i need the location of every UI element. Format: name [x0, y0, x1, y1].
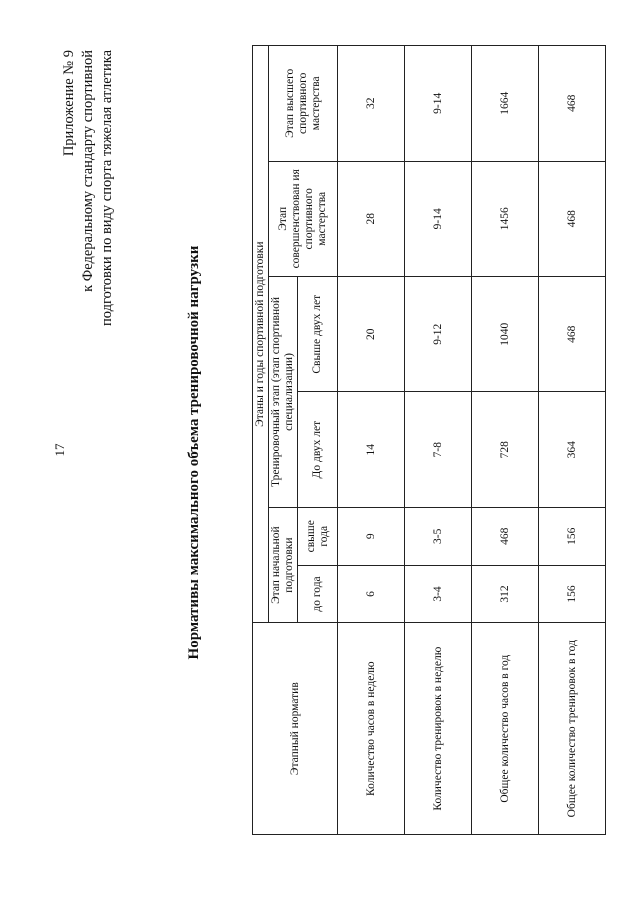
document-title: Нормативы максимального объема тренировочной нагрузки: [186, 245, 202, 660]
row-label: Общее количество тренировок в год: [539, 623, 606, 835]
table-cell: 364: [539, 392, 606, 507]
sub-header-initial-2: свыше года: [298, 507, 338, 565]
table-cell: 468: [539, 46, 606, 162]
table-cell: 7-8: [405, 392, 472, 507]
table-cell: 1456: [472, 161, 539, 276]
table-cell: 1664: [472, 46, 539, 162]
table-cell: 9: [338, 507, 405, 565]
sub-header-training-1: До двух лет: [298, 392, 338, 507]
table-cell: 3-4: [405, 565, 472, 623]
table-cell: 9-12: [405, 277, 472, 392]
group-header: Этаны и годы спортивной подготовки: [253, 46, 269, 623]
stage-training-header: Тренировочный этап (этап спортивной специализации): [269, 277, 298, 508]
stage-initial-header: Этап начальной подготовки: [269, 507, 298, 622]
table-cell: 156: [539, 507, 606, 565]
appendix-block: [60, 50, 117, 326]
table-row: [539, 46, 606, 835]
corner-header: Этапный норматив: [253, 623, 338, 835]
table-cell: 6: [338, 565, 405, 623]
table-cell: 9-14: [405, 161, 472, 276]
norms-table: [252, 45, 606, 835]
table-row: [472, 46, 539, 835]
sub-header-initial-1: до года: [298, 565, 338, 623]
row-label: Общее количество часов в год: [472, 623, 539, 835]
table-cell: 28: [338, 161, 405, 276]
appendix-line-3: подготовки по виду спорта тяжелая атлетика: [99, 50, 115, 326]
row-label: Количество тренировок в неделю: [405, 623, 472, 835]
table-cell: 468: [539, 161, 606, 276]
table-row: [338, 46, 405, 835]
table-cell: 156: [539, 565, 606, 623]
table-cell: 9-14: [405, 46, 472, 162]
table-cell: 20: [338, 277, 405, 392]
table-cell: 312: [472, 565, 539, 623]
header-row-1: [253, 46, 269, 835]
appendix-line-1: Приложение № 9: [61, 50, 77, 157]
appendix-line-2: к Федеральному стандарту спортивной: [80, 50, 96, 292]
table-cell: 1040: [472, 277, 539, 392]
stage-higher-header: Этап высшего спортивного мастерства: [269, 46, 338, 162]
table-cell: 468: [539, 277, 606, 392]
table-cell: 14: [338, 392, 405, 507]
sub-header-training-2: Свыше двух лет: [298, 277, 338, 392]
table-row: [405, 46, 472, 835]
stage-perfection-header: Этап совершенствован ия спортивного мастерства: [269, 161, 338, 276]
row-label: Количество часов в неделю: [338, 623, 405, 835]
page-number: 17: [52, 443, 67, 457]
table-cell: 728: [472, 392, 539, 507]
table-cell: 3-5: [405, 507, 472, 565]
table-cell: 32: [338, 46, 405, 162]
table-cell: 468: [472, 507, 539, 565]
